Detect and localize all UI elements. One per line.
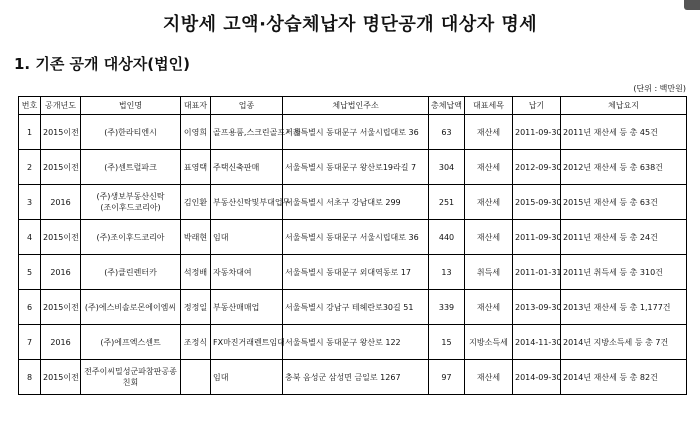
col-due-date-cell: 2014-09-30 (513, 360, 561, 395)
col-address-cell: 서울특별시 강남구 테헤란로30길 51 (283, 290, 429, 325)
col-summary-cell: 2012년 재산세 등 총 638건 (561, 150, 687, 185)
col-corp-name-header: 법인명 (81, 97, 181, 115)
table-row (19, 290, 687, 325)
col-amount-cell: 251 (429, 185, 465, 220)
col-summary-cell: 2011년 재산세 등 총 24건 (561, 220, 687, 255)
col-address-cell: 서울특별시 동대문구 왕산로 122 (283, 325, 429, 360)
col-corp-name-cell: (주)생보부동산신탁 (조이후드코리아) (81, 185, 181, 220)
col-summary-cell: 2014년 지방소득세 등 총 7건 (561, 325, 687, 360)
col-amount-header: 총체납액 (429, 97, 465, 115)
col-address-header: 체납법인주소 (283, 97, 429, 115)
col-year-cell: 2015이전 (41, 360, 81, 395)
unit-note: (단위 : 백만원) (633, 84, 686, 93)
col-year-cell: 2016 (41, 185, 81, 220)
col-representative-cell: 표영택 (181, 150, 211, 185)
col-industry-cell: 임대 (211, 360, 283, 395)
col-amount-cell: 304 (429, 150, 465, 185)
col-tax-type-cell: 재산세 (465, 115, 513, 150)
col-tax-type-cell: 재산세 (465, 290, 513, 325)
corner-badge (684, 0, 700, 10)
col-tax-type-cell: 재산세 (465, 150, 513, 185)
col-address-cell: 서울특별시 동대문구 서울시립대로 36 (283, 115, 429, 150)
col-tax-type-cell: 취득세 (465, 255, 513, 290)
table-row (19, 115, 687, 150)
col-due-date-cell: 2015-09-30 (513, 185, 561, 220)
col-representative-cell (181, 360, 211, 395)
col-address-cell: 서울특별시 서초구 강남대로 299 (283, 185, 429, 220)
col-representative-cell: 이영희 (181, 115, 211, 150)
table-row (19, 185, 687, 220)
col-amount-cell: 13 (429, 255, 465, 290)
col-representative-header: 대표자 (181, 97, 211, 115)
col-no-cell: 4 (19, 220, 41, 255)
page-title: 지방세 고액·상습체납자 명단공개 대상자 명세 (162, 14, 538, 35)
col-amount-cell: 15 (429, 325, 465, 360)
delinquent-corporations-table (18, 96, 687, 395)
col-year-header: 공개년도 (41, 97, 81, 115)
col-no-cell: 2 (19, 150, 41, 185)
col-summary-cell: 2011년 재산세 등 총 45건 (561, 115, 687, 150)
table-row (19, 220, 687, 255)
col-corp-name-cell: (주)에프엑스센트 (81, 325, 181, 360)
col-address-cell: 충북 음성군 삼성면 금일로 1267 (283, 360, 429, 395)
table-row (19, 255, 687, 290)
col-amount-cell: 97 (429, 360, 465, 395)
col-tax-type-header: 대표세목 (465, 97, 513, 115)
col-amount-cell: 440 (429, 220, 465, 255)
col-no-cell: 6 (19, 290, 41, 325)
col-due-date-cell: 2014-11-30 (513, 325, 561, 360)
col-no-cell: 8 (19, 360, 41, 395)
col-summary-cell: 2011년 취득세 등 총 310건 (561, 255, 687, 290)
table-header-row (19, 97, 687, 115)
col-address-cell: 서울특별시 동대문구 외대역동로 17 (283, 255, 429, 290)
col-due-date-cell: 2013-09-30 (513, 290, 561, 325)
col-corp-name-cell: 전주이씨밀성군파참판공종 친회 (81, 360, 181, 395)
col-summary-header: 체납요지 (561, 97, 687, 115)
col-year-cell: 2016 (41, 325, 81, 360)
col-no-cell: 1 (19, 115, 41, 150)
col-industry-header: 업종 (211, 97, 283, 115)
col-industry-cell: FX마진거래렌트임대 (211, 325, 283, 360)
col-year-cell: 2015이전 (41, 220, 81, 255)
col-tax-type-cell: 재산세 (465, 360, 513, 395)
col-representative-cell: 조정식 (181, 325, 211, 360)
col-due-date-header: 납기 (513, 97, 561, 115)
col-corp-name-cell: (주)조이후드코리아 (81, 220, 181, 255)
table-row (19, 360, 687, 395)
col-no-cell: 7 (19, 325, 41, 360)
col-representative-cell: 석정배 (181, 255, 211, 290)
col-year-cell: 2016 (41, 255, 81, 290)
col-industry-cell: 골프용품,스크린골프기계 (211, 115, 283, 150)
col-no-cell: 5 (19, 255, 41, 290)
col-address-cell: 서울특별시 동대문구 왕산로19라길 7 (283, 150, 429, 185)
col-year-cell: 2015이전 (41, 115, 81, 150)
col-amount-cell: 339 (429, 290, 465, 325)
col-industry-cell: 부동산신탁및부대업무 (211, 185, 283, 220)
table-row (19, 325, 687, 360)
col-due-date-cell: 2011-09-30 (513, 115, 561, 150)
col-representative-cell: 김인환 (181, 185, 211, 220)
col-tax-type-cell: 재산세 (465, 220, 513, 255)
col-corp-name-cell: (주)한라티엔시 (81, 115, 181, 150)
col-due-date-cell: 2011-01-31 (513, 255, 561, 290)
col-due-date-cell: 2011-09-30 (513, 220, 561, 255)
col-industry-cell: 부동산매매업 (211, 290, 283, 325)
col-tax-type-cell: 지방소득세 (465, 325, 513, 360)
col-tax-type-cell: 재산세 (465, 185, 513, 220)
col-no-cell: 3 (19, 185, 41, 220)
col-summary-cell: 2015년 재산세 등 총 63건 (561, 185, 687, 220)
col-industry-cell: 자동차대여 (211, 255, 283, 290)
col-no-header: 번호 (19, 97, 41, 115)
table-row (19, 150, 687, 185)
col-amount-cell: 63 (429, 115, 465, 150)
col-year-cell: 2015이전 (41, 290, 81, 325)
col-industry-cell: 임대 (211, 220, 283, 255)
col-representative-cell: 박래현 (181, 220, 211, 255)
col-address-cell: 서울특별시 동대문구 서울시립대로 36 (283, 220, 429, 255)
col-corp-name-cell: (주)에스비솔로몬에이엠씨 (81, 290, 181, 325)
col-summary-cell: 2013년 재산세 등 총 1,177건 (561, 290, 687, 325)
col-industry-cell: 주택신축판매 (211, 150, 283, 185)
col-due-date-cell: 2012-09-30 (513, 150, 561, 185)
col-year-cell: 2015이전 (41, 150, 81, 185)
col-representative-cell: 정정일 (181, 290, 211, 325)
col-corp-name-cell: (주)센트럴파크 (81, 150, 181, 185)
col-corp-name-cell: (주)클린렌터카 (81, 255, 181, 290)
col-summary-cell: 2014년 재산세 등 총 82건 (561, 360, 687, 395)
section-heading: 1. 기존 공개 대상자(법인) (14, 55, 190, 73)
